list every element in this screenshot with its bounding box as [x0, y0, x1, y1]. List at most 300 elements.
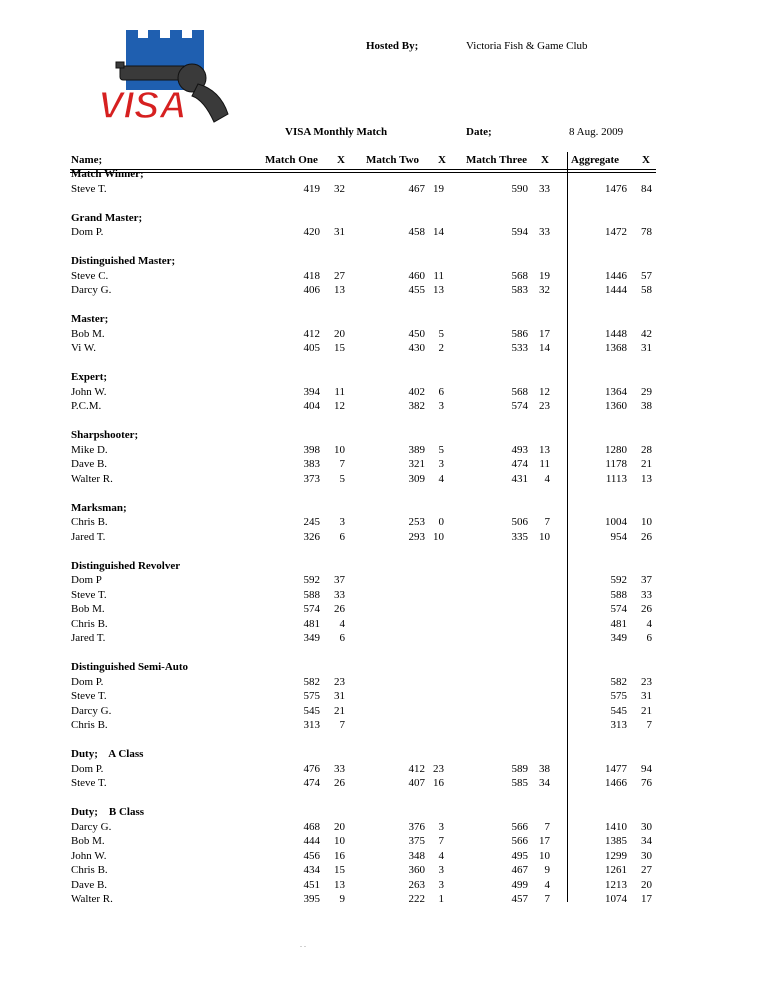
shooter-name: John W. [71, 385, 107, 398]
cell-xa: 28 [641, 443, 652, 456]
cell-m1: 394 [303, 385, 320, 398]
section-title [0, 806, 772, 820]
cell-agg: 481 [610, 617, 627, 630]
cell-agg: 574 [610, 603, 627, 615]
shooter-name: Steve T. [71, 588, 107, 601]
cell-m1: 444 [303, 835, 320, 847]
cell-agg: 313 [610, 719, 627, 731]
cell-x1: 5 [339, 472, 345, 485]
table-row [0, 893, 772, 907]
cell-x2: 4 [438, 472, 444, 485]
cell-x1: 12 [334, 400, 345, 412]
col-name: Name; [71, 154, 103, 166]
cell-m3: 594 [511, 226, 528, 238]
cell-m2: 467 [408, 182, 425, 195]
cell-m2: 402 [408, 385, 425, 398]
cell-xa: 58 [641, 284, 652, 296]
cell-x3: 32 [539, 284, 550, 296]
cell-xa: 21 [641, 704, 652, 717]
cell-m1: 575 [303, 690, 320, 702]
table-row [0, 458, 772, 472]
cell-x2: 3 [438, 400, 444, 412]
shooter-name: Bob M. [71, 327, 105, 340]
cell-x3: 23 [539, 400, 550, 412]
shooter-name: Dom P. [71, 675, 104, 688]
cell-x2: 4 [438, 849, 444, 862]
cell-m2: 360 [408, 864, 425, 876]
cell-m2: 389 [408, 443, 425, 456]
cell-x1: 4 [339, 617, 345, 630]
cell-m3: 589 [511, 762, 528, 775]
shooter-name: Steve C. [71, 269, 109, 282]
section-title [0, 371, 772, 385]
cell-x1: 32 [334, 182, 345, 195]
cell-m2: 375 [408, 835, 425, 847]
table-row [0, 719, 772, 733]
cell-x1: 23 [334, 675, 345, 688]
footer-mark: . . [300, 940, 306, 949]
match-date: 8 Aug. 2009 [569, 126, 624, 138]
cell-m1: 434 [303, 864, 320, 876]
shooter-name: Steve T. [71, 182, 107, 195]
cell-xa: 34 [641, 835, 652, 847]
cell-x1: 15 [334, 864, 345, 876]
cell-x1: 6 [339, 530, 345, 543]
cell-agg: 588 [610, 588, 627, 601]
shooter-name: Mike D. [71, 443, 108, 456]
cell-xa: 23 [641, 675, 652, 688]
col-x3: X [541, 154, 549, 166]
cell-m1: 588 [303, 588, 320, 601]
cell-m1: 545 [303, 704, 320, 717]
column-header-row [0, 154, 772, 168]
cell-m2: 382 [408, 400, 425, 412]
cell-agg: 1360 [605, 400, 627, 412]
cell-agg: 349 [610, 632, 627, 644]
cell-m1: 574 [303, 603, 320, 615]
cell-m3: 467 [511, 864, 528, 876]
cell-xa: 33 [641, 588, 652, 601]
cell-x2: 3 [438, 820, 444, 833]
shooter-name: Jared T. [71, 530, 106, 543]
cell-x3: 4 [544, 878, 550, 891]
logo-text: VISA [98, 85, 187, 127]
section-title-text: Duty; A Class [71, 748, 144, 760]
table-row [0, 386, 772, 400]
cell-x3: 9 [544, 864, 550, 876]
cell-agg: 1299 [605, 849, 627, 862]
table-row [0, 531, 772, 545]
shooter-name: P.C.M. [71, 400, 102, 412]
col-match-two: Match Two [366, 154, 420, 166]
table-row [0, 835, 772, 849]
cell-xa: 21 [641, 458, 652, 470]
cell-xa: 17 [641, 893, 652, 905]
cell-agg: 1178 [605, 458, 627, 470]
table-row [0, 821, 772, 835]
cell-x1: 37 [334, 574, 345, 586]
shooter-name: Darcy G. [71, 284, 112, 296]
cell-xa: 30 [641, 849, 652, 862]
cell-xa: 7 [646, 719, 652, 731]
cell-agg: 575 [610, 690, 627, 702]
table-row [0, 284, 772, 298]
visa-logo [90, 22, 250, 134]
cell-agg: 1448 [605, 327, 627, 340]
cell-x2: 5 [438, 443, 444, 456]
cell-m1: 592 [303, 574, 320, 586]
cell-m3: 474 [511, 458, 528, 470]
table-row [0, 777, 772, 791]
cell-xa: 84 [641, 182, 652, 195]
cell-m2: 450 [408, 327, 425, 340]
cell-x3: 34 [539, 777, 550, 789]
cell-x2: 7 [438, 835, 444, 847]
cell-agg: 954 [610, 530, 627, 543]
table-row [0, 270, 772, 284]
shooter-name: Walter R. [71, 472, 113, 485]
cell-xa: 29 [641, 385, 652, 398]
cell-xa: 30 [641, 820, 652, 833]
cell-x2: 3 [438, 864, 444, 876]
shooter-name: Jared T. [71, 632, 106, 644]
table-row [0, 574, 772, 588]
shooter-name: Dom P [71, 574, 102, 586]
cell-m1: 398 [303, 443, 320, 456]
section-title-text: Sharpshooter; [71, 429, 139, 441]
shooter-name: Dom P. [71, 226, 104, 238]
shooter-name: Chris B. [71, 617, 108, 630]
cell-m1: 476 [303, 762, 320, 775]
section-title-text: Distinguished Master; [71, 255, 176, 267]
cell-agg: 1466 [605, 777, 627, 789]
cell-x1: 13 [334, 878, 345, 891]
section-title [0, 168, 772, 182]
cell-x3: 7 [544, 820, 550, 833]
cell-x1: 11 [334, 385, 345, 398]
cell-x1: 10 [334, 835, 345, 847]
cell-m3: 533 [511, 342, 528, 354]
cell-xa: 31 [641, 342, 652, 354]
cell-x1: 7 [339, 458, 345, 470]
cell-x2: 1 [438, 893, 444, 905]
table-row [0, 473, 772, 487]
table-row [0, 603, 772, 617]
cell-m3: 506 [511, 516, 528, 528]
shooter-name: Chris B. [71, 516, 108, 528]
table-row [0, 226, 772, 240]
cell-x2: 11 [433, 269, 444, 282]
cell-m1: 349 [303, 632, 320, 644]
cell-x2: 6 [438, 385, 444, 398]
cell-agg: 1364 [605, 385, 627, 398]
cell-agg: 592 [610, 574, 627, 586]
cell-m1: 313 [303, 719, 320, 731]
cell-m2: 460 [408, 269, 425, 282]
shooter-name: Bob M. [71, 603, 105, 615]
cell-m3: 568 [511, 385, 528, 398]
shooter-name: John W. [71, 849, 107, 862]
cell-x2: 10 [433, 530, 444, 543]
cell-m3: 431 [511, 472, 528, 485]
hosted-by-label: Hosted By; [366, 40, 419, 52]
cell-x1: 13 [334, 284, 345, 296]
cell-m1: 405 [303, 342, 320, 354]
table-row [0, 328, 772, 342]
cell-x3: 33 [539, 182, 550, 195]
section-title-text: Match Winner; [71, 168, 144, 180]
cell-x2: 0 [438, 516, 444, 528]
section-title-text: Distinguished Revolver [71, 559, 181, 572]
cell-x3: 14 [539, 342, 550, 354]
cell-x3: 10 [539, 530, 550, 543]
cell-x3: 17 [539, 327, 550, 340]
cell-m3: 586 [511, 327, 528, 340]
cell-m1: 451 [303, 878, 320, 891]
cell-m3: 493 [511, 443, 528, 456]
cell-m1: 481 [303, 617, 320, 630]
table-row [0, 864, 772, 878]
table-row [0, 342, 772, 356]
cell-agg: 1074 [605, 893, 627, 905]
shooter-name: Bob M. [71, 835, 105, 847]
cell-m1: 395 [303, 893, 320, 905]
cell-agg: 545 [610, 704, 627, 717]
col-x1: X [337, 154, 345, 166]
cell-x1: 27 [334, 269, 345, 282]
cell-x3: 38 [539, 762, 550, 775]
table-row [0, 618, 772, 632]
cell-agg: 1261 [605, 864, 627, 876]
section-title [0, 255, 772, 269]
cell-x3: 12 [539, 385, 550, 398]
cell-xa: 31 [641, 690, 652, 702]
date-label: Date; [466, 126, 492, 138]
cell-m1: 420 [303, 226, 320, 238]
cell-x1: 6 [339, 632, 345, 644]
table-row [0, 444, 772, 458]
cell-m1: 582 [303, 675, 320, 688]
cell-x1: 16 [334, 849, 345, 862]
cell-x2: 5 [438, 327, 444, 340]
section-title [0, 313, 772, 327]
table-row [0, 690, 772, 704]
shooter-name: Dom P. [71, 762, 104, 775]
cell-x1: 33 [334, 762, 345, 775]
cell-x1: 3 [339, 516, 345, 528]
cell-x3: 33 [539, 226, 550, 238]
cell-x2: 2 [438, 342, 444, 354]
cell-m2: 321 [408, 458, 425, 470]
cell-x1: 15 [334, 342, 345, 354]
shooter-name: Darcy G. [71, 820, 112, 833]
cell-m1: 404 [303, 400, 320, 412]
cell-xa: 26 [641, 603, 652, 615]
cell-xa: 38 [641, 400, 652, 412]
cell-m1: 412 [303, 327, 320, 340]
col-match-one: Match One [265, 154, 318, 166]
col-x2: X [438, 154, 446, 166]
cell-m1: 383 [303, 458, 320, 470]
shooter-name: Darcy G. [71, 704, 112, 717]
section-title-text: Marksman; [71, 501, 127, 514]
cell-m2: 263 [408, 878, 425, 891]
cell-x2: 19 [433, 182, 444, 195]
table-row [0, 632, 772, 646]
table-row [0, 516, 772, 530]
table-row [0, 400, 772, 414]
cell-xa: 37 [641, 574, 652, 586]
cell-x3: 4 [544, 472, 550, 485]
cell-agg: 1004 [605, 516, 627, 528]
cell-x1: 9 [339, 893, 345, 905]
cell-agg: 1113 [605, 472, 627, 485]
section-title [0, 748, 772, 762]
cell-agg: 1213 [605, 878, 627, 891]
cell-m2: 222 [408, 893, 425, 905]
cell-m2: 458 [408, 226, 425, 238]
section-title-text: Duty; B Class [71, 806, 145, 818]
cell-m2: 430 [408, 342, 425, 354]
cell-agg: 1472 [605, 226, 627, 238]
cell-x2: 16 [433, 777, 444, 789]
section-title [0, 560, 772, 574]
cell-m2: 455 [408, 284, 425, 296]
cell-m3: 568 [511, 269, 528, 282]
table-row [0, 850, 772, 864]
shooter-name: Steve T. [71, 690, 107, 702]
cell-m2: 293 [408, 530, 425, 543]
cell-x2: 3 [438, 458, 444, 470]
cell-x3: 7 [544, 893, 550, 905]
cell-m2: 376 [408, 820, 425, 833]
cell-m3: 495 [511, 849, 528, 862]
section-title [0, 502, 772, 516]
cell-m3: 457 [511, 893, 528, 905]
cell-m1: 474 [303, 777, 320, 789]
cell-x1: 31 [334, 690, 345, 702]
cell-m2: 407 [408, 777, 425, 789]
cell-x3: 17 [539, 835, 550, 847]
cell-m3: 574 [511, 400, 528, 412]
cell-m1: 326 [303, 530, 320, 543]
shooter-name: Walter R. [71, 893, 113, 905]
shooter-name: Dave B. [71, 878, 108, 891]
cell-agg: 1385 [605, 835, 627, 847]
cell-m2: 253 [408, 516, 425, 528]
cell-m1: 456 [303, 849, 320, 862]
cell-x1: 26 [334, 603, 345, 615]
table-row [0, 589, 772, 603]
section-title-text: Master; [71, 313, 109, 325]
cell-x1: 20 [334, 820, 345, 833]
cell-m3: 566 [511, 820, 528, 833]
col-aggregate: Aggregate [571, 154, 620, 166]
cell-xa: 20 [641, 878, 652, 891]
match-name: VISA Monthly Match [285, 126, 388, 138]
shooter-name: Steve T. [71, 777, 107, 789]
cell-x3: 19 [539, 269, 550, 282]
table-row [0, 705, 772, 719]
section-title [0, 212, 772, 226]
table-row [0, 879, 772, 893]
cell-m3: 335 [511, 530, 528, 543]
cell-m3: 583 [511, 284, 528, 296]
cell-x1: 33 [334, 588, 345, 601]
cell-x1: 10 [334, 443, 345, 456]
cell-m2: 309 [408, 472, 425, 485]
section-title [0, 429, 772, 443]
host-name: Victoria Fish & Game Club [466, 40, 588, 52]
cell-x3: 7 [544, 516, 550, 528]
cell-agg: 1476 [605, 182, 627, 195]
cell-agg: 1444 [605, 284, 627, 296]
shooter-name: Vi W. [71, 342, 97, 354]
cell-x1: 26 [334, 777, 345, 789]
cell-xa: 57 [641, 269, 652, 282]
cell-xa: 26 [641, 530, 652, 543]
cell-x3: 11 [539, 458, 550, 470]
table-row [0, 183, 772, 197]
table-row [0, 763, 772, 777]
cell-m1: 418 [303, 269, 320, 282]
cell-xa: 42 [641, 327, 652, 340]
col-match-three: Match Three [466, 154, 527, 166]
col-xa: X [642, 154, 650, 166]
cell-x2: 23 [433, 762, 444, 775]
section-title-text: Expert; [71, 371, 108, 383]
cell-xa: 13 [641, 472, 652, 485]
cell-m2: 348 [408, 849, 425, 862]
shooter-name: Dave B. [71, 458, 108, 470]
cell-m3: 590 [511, 182, 528, 195]
cell-m1: 373 [303, 472, 320, 485]
cell-m2: 412 [408, 762, 425, 775]
cell-xa: 94 [641, 762, 652, 775]
shooter-name: Chris B. [71, 864, 108, 876]
cell-xa: 27 [641, 864, 652, 876]
cell-agg: 1368 [605, 342, 627, 354]
cell-agg: 1446 [605, 269, 627, 282]
cell-agg: 1410 [605, 820, 627, 833]
cell-x3: 10 [539, 849, 550, 862]
cell-xa: 76 [641, 777, 652, 789]
cell-m1: 406 [303, 284, 320, 296]
cell-x1: 20 [334, 327, 345, 340]
section-title-text: Distinguished Semi-Auto [71, 661, 189, 673]
cell-m3: 499 [511, 878, 528, 891]
shooter-name: Chris B. [71, 719, 108, 731]
cell-m1: 245 [303, 516, 320, 528]
cell-m3: 566 [511, 835, 528, 847]
cell-x1: 31 [334, 226, 345, 238]
cell-x1: 7 [339, 719, 345, 731]
cell-x2: 13 [433, 284, 444, 296]
cell-x3: 13 [539, 443, 550, 456]
cell-x2: 14 [433, 226, 444, 238]
cell-xa: 4 [646, 617, 652, 630]
cell-agg: 1280 [605, 443, 627, 456]
cell-x2: 3 [438, 878, 444, 891]
cell-xa: 6 [646, 632, 652, 644]
cell-agg: 1477 [605, 762, 627, 775]
cell-m1: 419 [303, 182, 320, 195]
section-title [0, 661, 772, 675]
cell-m1: 468 [303, 820, 320, 833]
cell-xa: 10 [641, 516, 652, 528]
cell-m3: 585 [511, 777, 528, 789]
cell-xa: 78 [641, 226, 652, 238]
